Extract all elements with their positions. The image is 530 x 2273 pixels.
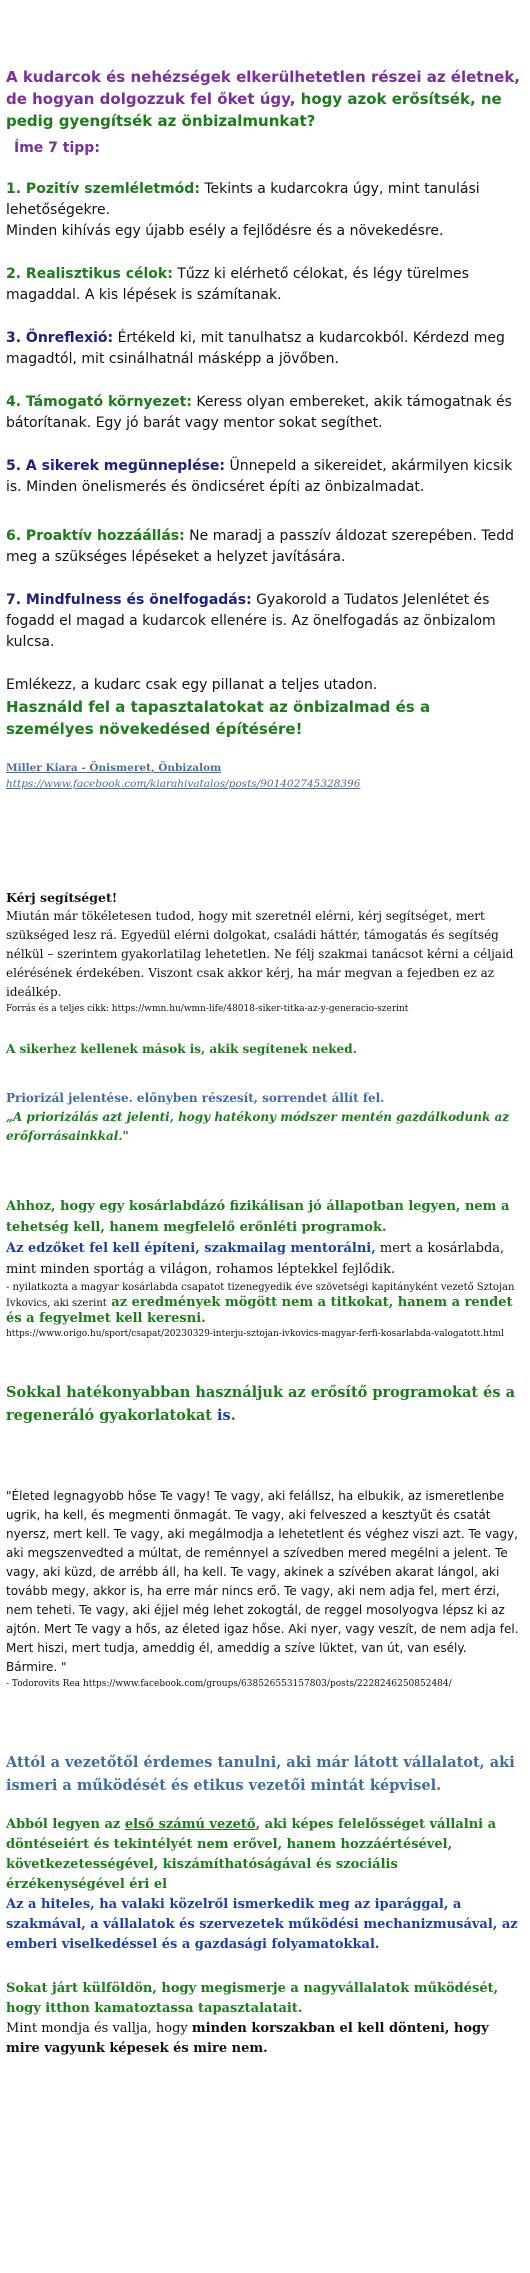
tip-item bbox=[6, 526, 520, 568]
help-body: Miután már tökéletesen tudod, hogy mit szeretnél elérni, kérj segítséget, mert szükséged lesz rá. Egyedül elérni dolgokat, családi háttér, támogatás és segítség nélkül – szerintem gyakorlatilag lehetetlen. Ne félj szakmai tanácsot kérni a céljaid elérésének érdekében. Viszont csak akkor kérj, ha már megvan a fejedben ez az ideálkép. bbox=[6, 909, 514, 999]
effective-a: Sokkal hatékonyabban használjuk az erősítő programokat és a regeneráló gyakorlatokat bbox=[6, 1384, 516, 1424]
tip-text: Értékeld ki, mit tanulhatsz a kudarcokból. Kérdezd meg magadtól, mit csinálhatnál másképp a jövőben. bbox=[6, 330, 505, 367]
intro-part2: hogy azok erősítsék, ne pedig gyengítsék az önbizalmunkat? bbox=[6, 90, 502, 130]
tip-head: 2. Realisztikus célok: bbox=[6, 266, 173, 282]
tip-item bbox=[6, 328, 520, 370]
tip-text: Keress olyan embereket, akik támogatnak és bátorítanak. Egy jó barát vagy mentor sokat segíthet. bbox=[6, 394, 512, 431]
leader-title: Attól a vezetőtől érdemes tanulni, aki már látott vállalatot, aki ismeri a működését és etikus vezetői mintát képvisel. bbox=[6, 1754, 515, 1794]
tip-head: 3. Önreflexió: bbox=[6, 330, 114, 346]
leader-p1b: , aki képes felelősséget vállalni a döntéseiért és tekintélyét nem erővel, hanem hozzáértésével, következetességével, kiszámíthatóságával és szociális érzékenységével éri el bbox=[6, 1817, 497, 1892]
leader-p4a: Mint mondja és vallja, hogy bbox=[6, 2021, 192, 2036]
leader-p1u: első számú vezető bbox=[124, 1817, 256, 1832]
basket-line3 bbox=[6, 1280, 520, 1327]
closing-line2: Használd fel a tapasztalatokat az önbizalmad és a személyes növekedésed építésére! bbox=[6, 698, 431, 738]
prio-section bbox=[6, 1089, 520, 1146]
tip-text: Ünnepeld a sikereidet, akármilyen kicsik is. Minden önelismerés és öndicséret építi az önbizalmadat. bbox=[6, 458, 513, 495]
intro-part1: A kudarcok és nehézségek elkerülhetetlen részei az életnek, de hogyan dolgozzuk fel őket úgy, bbox=[6, 68, 520, 108]
basket-url: https://www.origo.hu/sport/csapat/20230329-interju-sztojan-ivkovics-magyar-ferfi-kosarlabda-valogatott.html bbox=[6, 1329, 504, 1339]
others-note: A sikerhez kellenek mások is, akik segítenek neked. bbox=[6, 1042, 357, 1056]
intro-question bbox=[6, 66, 520, 132]
tip-item bbox=[6, 456, 520, 498]
closing bbox=[6, 675, 520, 740]
tip-item bbox=[6, 392, 520, 434]
basket-line2a: Az edzőket fel kell építeni, szakmailag mentorálni, bbox=[6, 1241, 376, 1256]
prio-quote: „A priorizálás azt jelenti, hogy hatékony módszer mentén gazdálkodunk az erőforrásainkkal." bbox=[6, 1110, 510, 1143]
source-author-link[interactable]: Miller Kiara - Önismeret, Önbizalom bbox=[6, 762, 222, 774]
leader-p4 bbox=[6, 2019, 520, 2059]
article bbox=[0, 66, 530, 2079]
effective-b: is bbox=[217, 1407, 231, 1424]
tip-text: Gyakorold a Tudatos Jelenlétet és fogadd el magad a kudarcok ellenére is. Az önelfogadás az önbizalom kulcsa. bbox=[6, 592, 496, 650]
tip-item bbox=[6, 264, 520, 306]
leader-p1 bbox=[6, 1815, 520, 1895]
leader-p2: Az a hiteles, ha valaki közelről ismerkedik meg az iparággal, a szakmával, a vállalatok és szervezetek működési mechanizmusával, az emberi viselkedéssel és a gazdasági folyamatokkal. bbox=[6, 1897, 518, 1952]
tip-head: 4. Támogató környezet: bbox=[6, 394, 192, 410]
leader-section bbox=[6, 1751, 520, 2059]
tip-text: Tekints a kudarcokra úgy, mint tanulási lehetőségekre. bbox=[6, 181, 480, 218]
tips-list bbox=[6, 179, 520, 653]
help-source: Forrás és a teljes cikk: https://wmn.hu/wmn-life/48018-siker-titka-az-y-generacio-szerint bbox=[6, 1004, 409, 1014]
tips-heading: Íme 7 tipp: bbox=[14, 140, 100, 156]
basket-line3a: - nyilatkozta a magyar kosárlabda csapatot tizenegyedik éve szövetségi kapitányként vezető Sztojan Ivkovics, aki szerint bbox=[6, 1282, 515, 1309]
help-section bbox=[6, 888, 520, 1016]
help-title: Kérj segítséget! bbox=[6, 890, 118, 905]
leader-p3: Sokat járt külföldön, hogy megismerje a nagyvállalatok működését, hogy itthon kamatoztassa tapasztalatait. bbox=[6, 1981, 499, 2016]
tip-item bbox=[6, 590, 520, 653]
tip-head: 7. Mindfulness és önelfogadás: bbox=[6, 592, 252, 608]
effective-c: . bbox=[230, 1407, 236, 1424]
hero-quote bbox=[6, 1487, 520, 1691]
tip-text: Tűzz ki elérhető célokat, és légy türelmes magaddal. A kis lépések is számítanak. bbox=[6, 266, 469, 303]
basket-line3b: az eredmények mögött nem a titkokat, hanem a rendet és a fegyelmet kell keresni. bbox=[6, 1295, 513, 1326]
source-block bbox=[6, 760, 520, 792]
basket-line2 bbox=[6, 1238, 520, 1280]
hero-text: "Életed legnagyobb hőse Te vagy! Te vagy, aki feláll​sz, ha elbukik, az ismeretlenbe ugrik, ha kell, és megmenti önmagát. Te vagy, aki felveszed a kesztyűt és csatát nyersz, mert kell. Te vagy, aki megálmodja a lehetetlent és véghez viszi azt. Te vagy, aki megszenvedted a múltat, de reménnyel a szívedben mered megélni a jelent. Te vagy, aki küzd, de arrébb áll, ha kell. Te vagy, akinek a szívében akarat lángol, aki tovább megy, akkor is, ha erre már nincs erő. Te vagy, aki nem adja fel, mert érzi, nem teheti. Te vagy, aki éjjel még lehet zokogtál, de reggel mosolyogva lépsz ki az ajtón. Mert Te vagy a hős, az életed igaz hőse. Aki nyer, vagy veszít, de nem adja fel. Mert hiszi, mert tudja, ameddig él, ameddig a szíve lüktet, van út, van esély. Bármire. " bbox=[6, 1489, 519, 1674]
basket-section bbox=[6, 1196, 520, 1341]
leader-p1a: Abból legyen az bbox=[6, 1817, 125, 1832]
prio-title: Priorizál jelentése. előnyben részesít, sorrendet állít fel. bbox=[6, 1091, 385, 1105]
tip-head: 5. A sikerek megünneplése: bbox=[6, 458, 226, 474]
closing-line1: Emlékezz, a kudarc csak egy pillanat a teljes utadon. bbox=[6, 677, 378, 693]
tip-extra: Minden kihívás egy újabb esély a fejlődésre és a növekedésre. bbox=[6, 223, 444, 239]
tip-text: Ne maradj a passzív áldozat szerepében. Tedd meg a szükséges lépéseket a helyzet javítására. bbox=[6, 528, 514, 565]
tip-head: 6. Proaktív hozzáállás: bbox=[6, 528, 185, 544]
source-url-link[interactable]: https://www.facebook.com/kiarahivatalos/posts/901402745328396 bbox=[6, 778, 361, 790]
tip-item bbox=[6, 179, 520, 242]
leader-p4b: minden korszakban el kell dönteni, hogy mire vagyunk képesek és mire nem. bbox=[6, 2021, 489, 2056]
hero-source: - Todorovits Rea https://www.facebook.com/groups/638526553157803/posts/2228246250852484/ bbox=[6, 1679, 452, 1689]
effective-note bbox=[6, 1381, 520, 1427]
basket-line2b: mert a kosárlabda, mint minden sportág a világon, rohamos léptekkel fejlődik. bbox=[6, 1241, 505, 1277]
tip-head: 1. Pozitív szemléletmód: bbox=[6, 181, 200, 197]
basket-line1: Ahhoz, hogy egy kosárlabdázó fizikálisan jó állapotban legyen, nem a tehetség kell, hanem megfelelő erőnléti programok. bbox=[6, 1199, 510, 1235]
